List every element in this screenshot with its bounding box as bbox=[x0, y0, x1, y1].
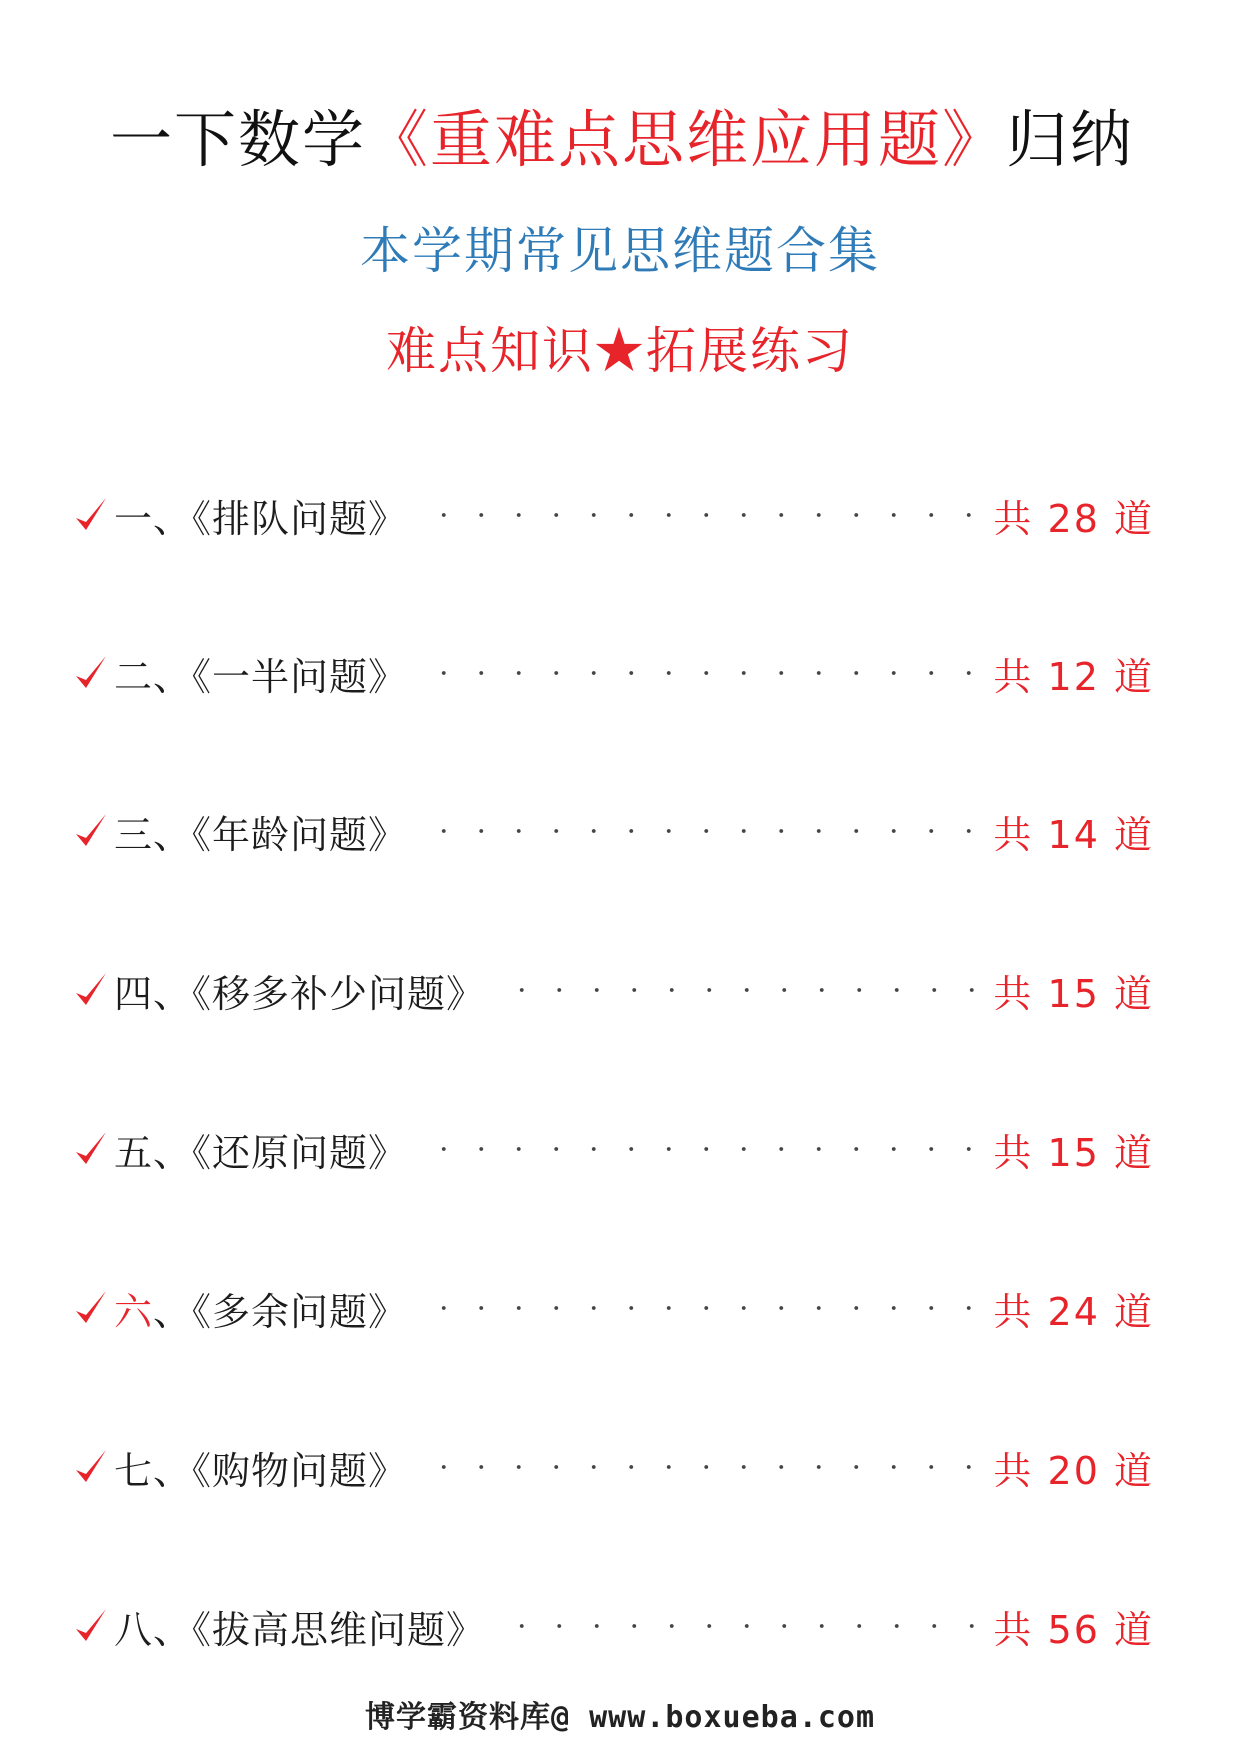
subtitle-practice: 难点知识★拓展练习 bbox=[386, 322, 854, 380]
toc-item-age bbox=[74, 796, 1154, 866]
toc-item-label: 二、《一半问题》 bbox=[114, 654, 408, 699]
leader-dots bbox=[503, 987, 975, 993]
toc-item-count: 共 15 道 bbox=[993, 971, 1154, 1016]
toc-item-count: 共 24 道 bbox=[993, 1289, 1154, 1334]
leader-dots bbox=[425, 512, 975, 518]
toc-item-count: 共 15 道 bbox=[993, 1130, 1154, 1175]
title-suffix: 归纳 bbox=[1006, 103, 1135, 176]
toc-item-balance bbox=[74, 955, 1154, 1025]
toc-item-label: 五、《还原问题》 bbox=[114, 1130, 408, 1175]
title-prefix: 一下数学 bbox=[110, 103, 367, 176]
toc-item-label: 三、《年龄问题》 bbox=[114, 812, 408, 857]
checkmark-icon bbox=[74, 810, 108, 852]
checkmark-icon bbox=[74, 1128, 108, 1170]
toc-item-label: 八、《拔高思维问题》 bbox=[114, 1607, 486, 1652]
checkmark-icon bbox=[74, 1446, 108, 1488]
toc-item-label: 七、《购物问题》 bbox=[114, 1448, 408, 1493]
checkmark-icon bbox=[74, 652, 108, 694]
toc-item-advanced bbox=[74, 1591, 1154, 1661]
toc-item-count: 共 28 道 bbox=[993, 496, 1154, 541]
subtitle-collection: 本学期常见思维题合集 bbox=[360, 222, 880, 280]
toc-item-surplus bbox=[74, 1273, 1154, 1343]
leader-dots bbox=[425, 1305, 975, 1311]
checkmark-icon bbox=[74, 969, 108, 1011]
toc-item-count: 共 14 道 bbox=[993, 812, 1154, 857]
toc-item-restore bbox=[74, 1114, 1154, 1184]
toc-item-count: 共 56 道 bbox=[993, 1607, 1154, 1652]
leader-dots bbox=[425, 828, 975, 834]
checkmark-icon bbox=[74, 494, 108, 536]
toc-item-shopping bbox=[74, 1432, 1154, 1502]
leader-dots bbox=[425, 670, 975, 676]
checkmark-icon bbox=[74, 1605, 108, 1647]
toc-item-half bbox=[74, 638, 1154, 708]
toc-item-label: 六、《多余问题》 bbox=[114, 1289, 408, 1334]
page-title bbox=[110, 100, 1134, 180]
toc-item-label: 四、《移多补少问题》 bbox=[114, 971, 486, 1016]
toc-item-label: 一、《排队问题》 bbox=[114, 496, 408, 541]
checkmark-icon bbox=[74, 1287, 108, 1329]
toc-item-queue bbox=[74, 480, 1154, 550]
toc-item-count: 共 20 道 bbox=[993, 1448, 1154, 1493]
toc-item-count: 共 12 道 bbox=[993, 654, 1154, 699]
leader-dots bbox=[425, 1464, 975, 1470]
watermark: 博学霸资料库@ www.boxueba.com bbox=[364, 1700, 876, 1735]
title-highlight: 《重难点思维应用题》 bbox=[366, 103, 1007, 176]
leader-dots bbox=[503, 1623, 975, 1629]
leader-dots bbox=[425, 1146, 975, 1152]
